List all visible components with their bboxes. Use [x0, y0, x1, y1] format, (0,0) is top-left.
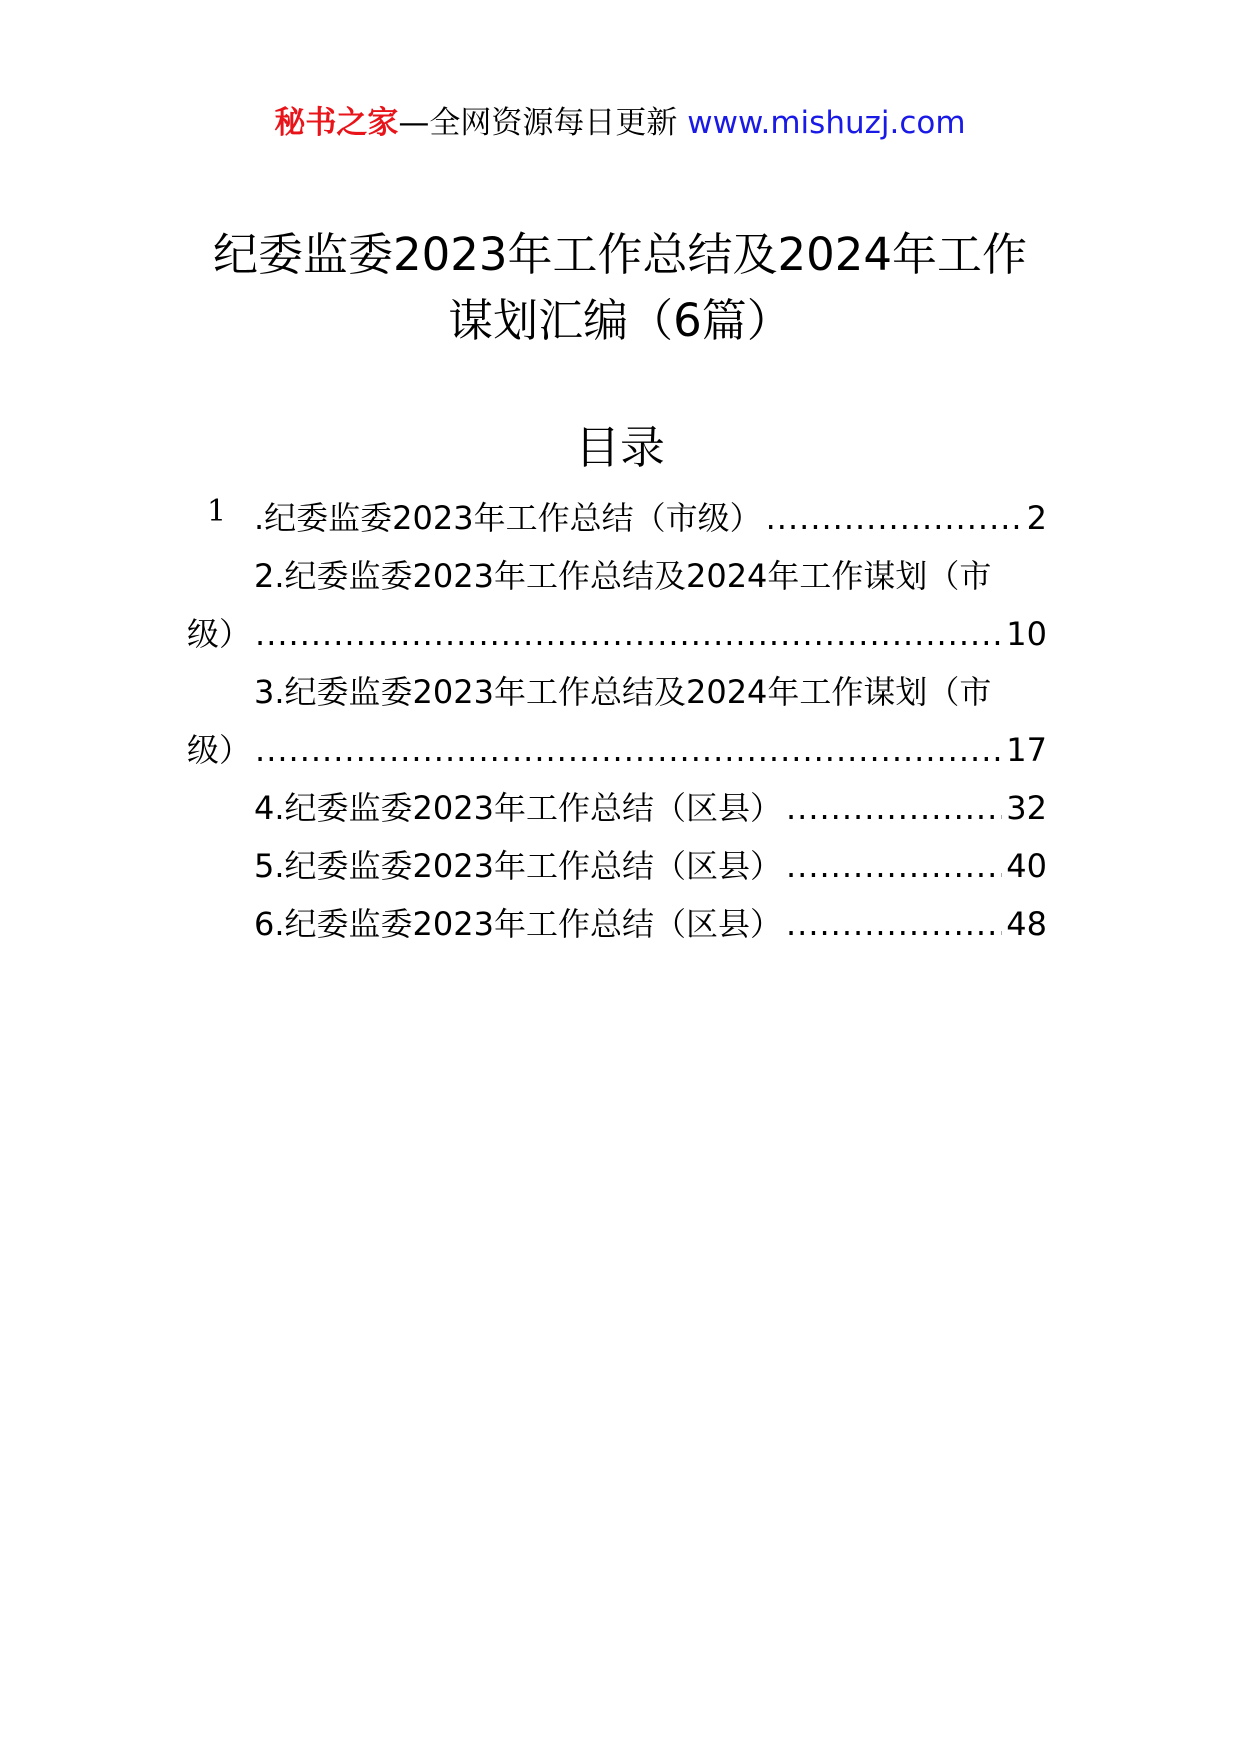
document-title-line-2: 谋划汇编（6篇） — [448, 294, 792, 347]
toc-entry-3[interactable] — [187, 667, 1047, 717]
toc-entry-2-continuation[interactable] — [187, 609, 1047, 659]
toc-entry-2[interactable] — [187, 551, 1047, 601]
toc-leader — [786, 899, 1002, 949]
site-name: 秘书之家 — [274, 105, 399, 141]
toc-entry-page: 17 — [1006, 731, 1047, 769]
toc-entry-title: .纪委监委2023年工作总结（市级） — [254, 499, 762, 537]
toc-entry-title: 6.纪委监委2023年工作总结（区县） — [254, 905, 782, 943]
toc-entry-title: 3.纪委监委2023年工作总结及2024年工作谋划（市 — [254, 673, 992, 711]
toc-entry-page: 48 — [1006, 905, 1047, 943]
toc-entry-title-continuation: 级） — [187, 731, 252, 769]
toc-leader — [255, 609, 1002, 659]
site-tagline: —全网资源每日更新 — [398, 105, 678, 141]
toc-leader — [786, 841, 1002, 891]
toc-entry-page: 32 — [1006, 789, 1047, 827]
toc-leader — [255, 725, 1002, 775]
toc-leader — [786, 783, 1002, 833]
toc-entry-title: 2.纪委监委2023年工作总结及2024年工作谋划（市 — [254, 557, 992, 595]
toc-entry-4[interactable] — [187, 783, 1047, 833]
toc-heading: 目录 — [574, 421, 665, 474]
site-url-link[interactable]: www.mishuzj.com — [687, 105, 966, 141]
toc-entry-title-continuation: 级） — [187, 615, 252, 653]
toc-entry-1[interactable] — [187, 493, 1047, 543]
toc-entry-6[interactable] — [187, 899, 1047, 949]
site-header — [0, 100, 1240, 146]
document-title — [150, 222, 1090, 354]
toc-entry-title: 4.纪委监委2023年工作总结（区县） — [254, 789, 782, 827]
toc-entry-page: 2 — [1026, 499, 1047, 537]
toc-leader — [766, 493, 1023, 543]
document-title-line-1: 纪委监委2023年工作总结及2024年工作 — [212, 228, 1028, 281]
toc-entry-page: 10 — [1006, 615, 1047, 653]
toc-marker: 1 — [207, 494, 227, 529]
toc-entry-5[interactable] — [187, 841, 1047, 891]
toc-entry-page: 40 — [1006, 847, 1047, 885]
toc-entry-title: 5.纪委监委2023年工作总结（区县） — [254, 847, 782, 885]
toc-entry-3-continuation[interactable] — [187, 725, 1047, 775]
